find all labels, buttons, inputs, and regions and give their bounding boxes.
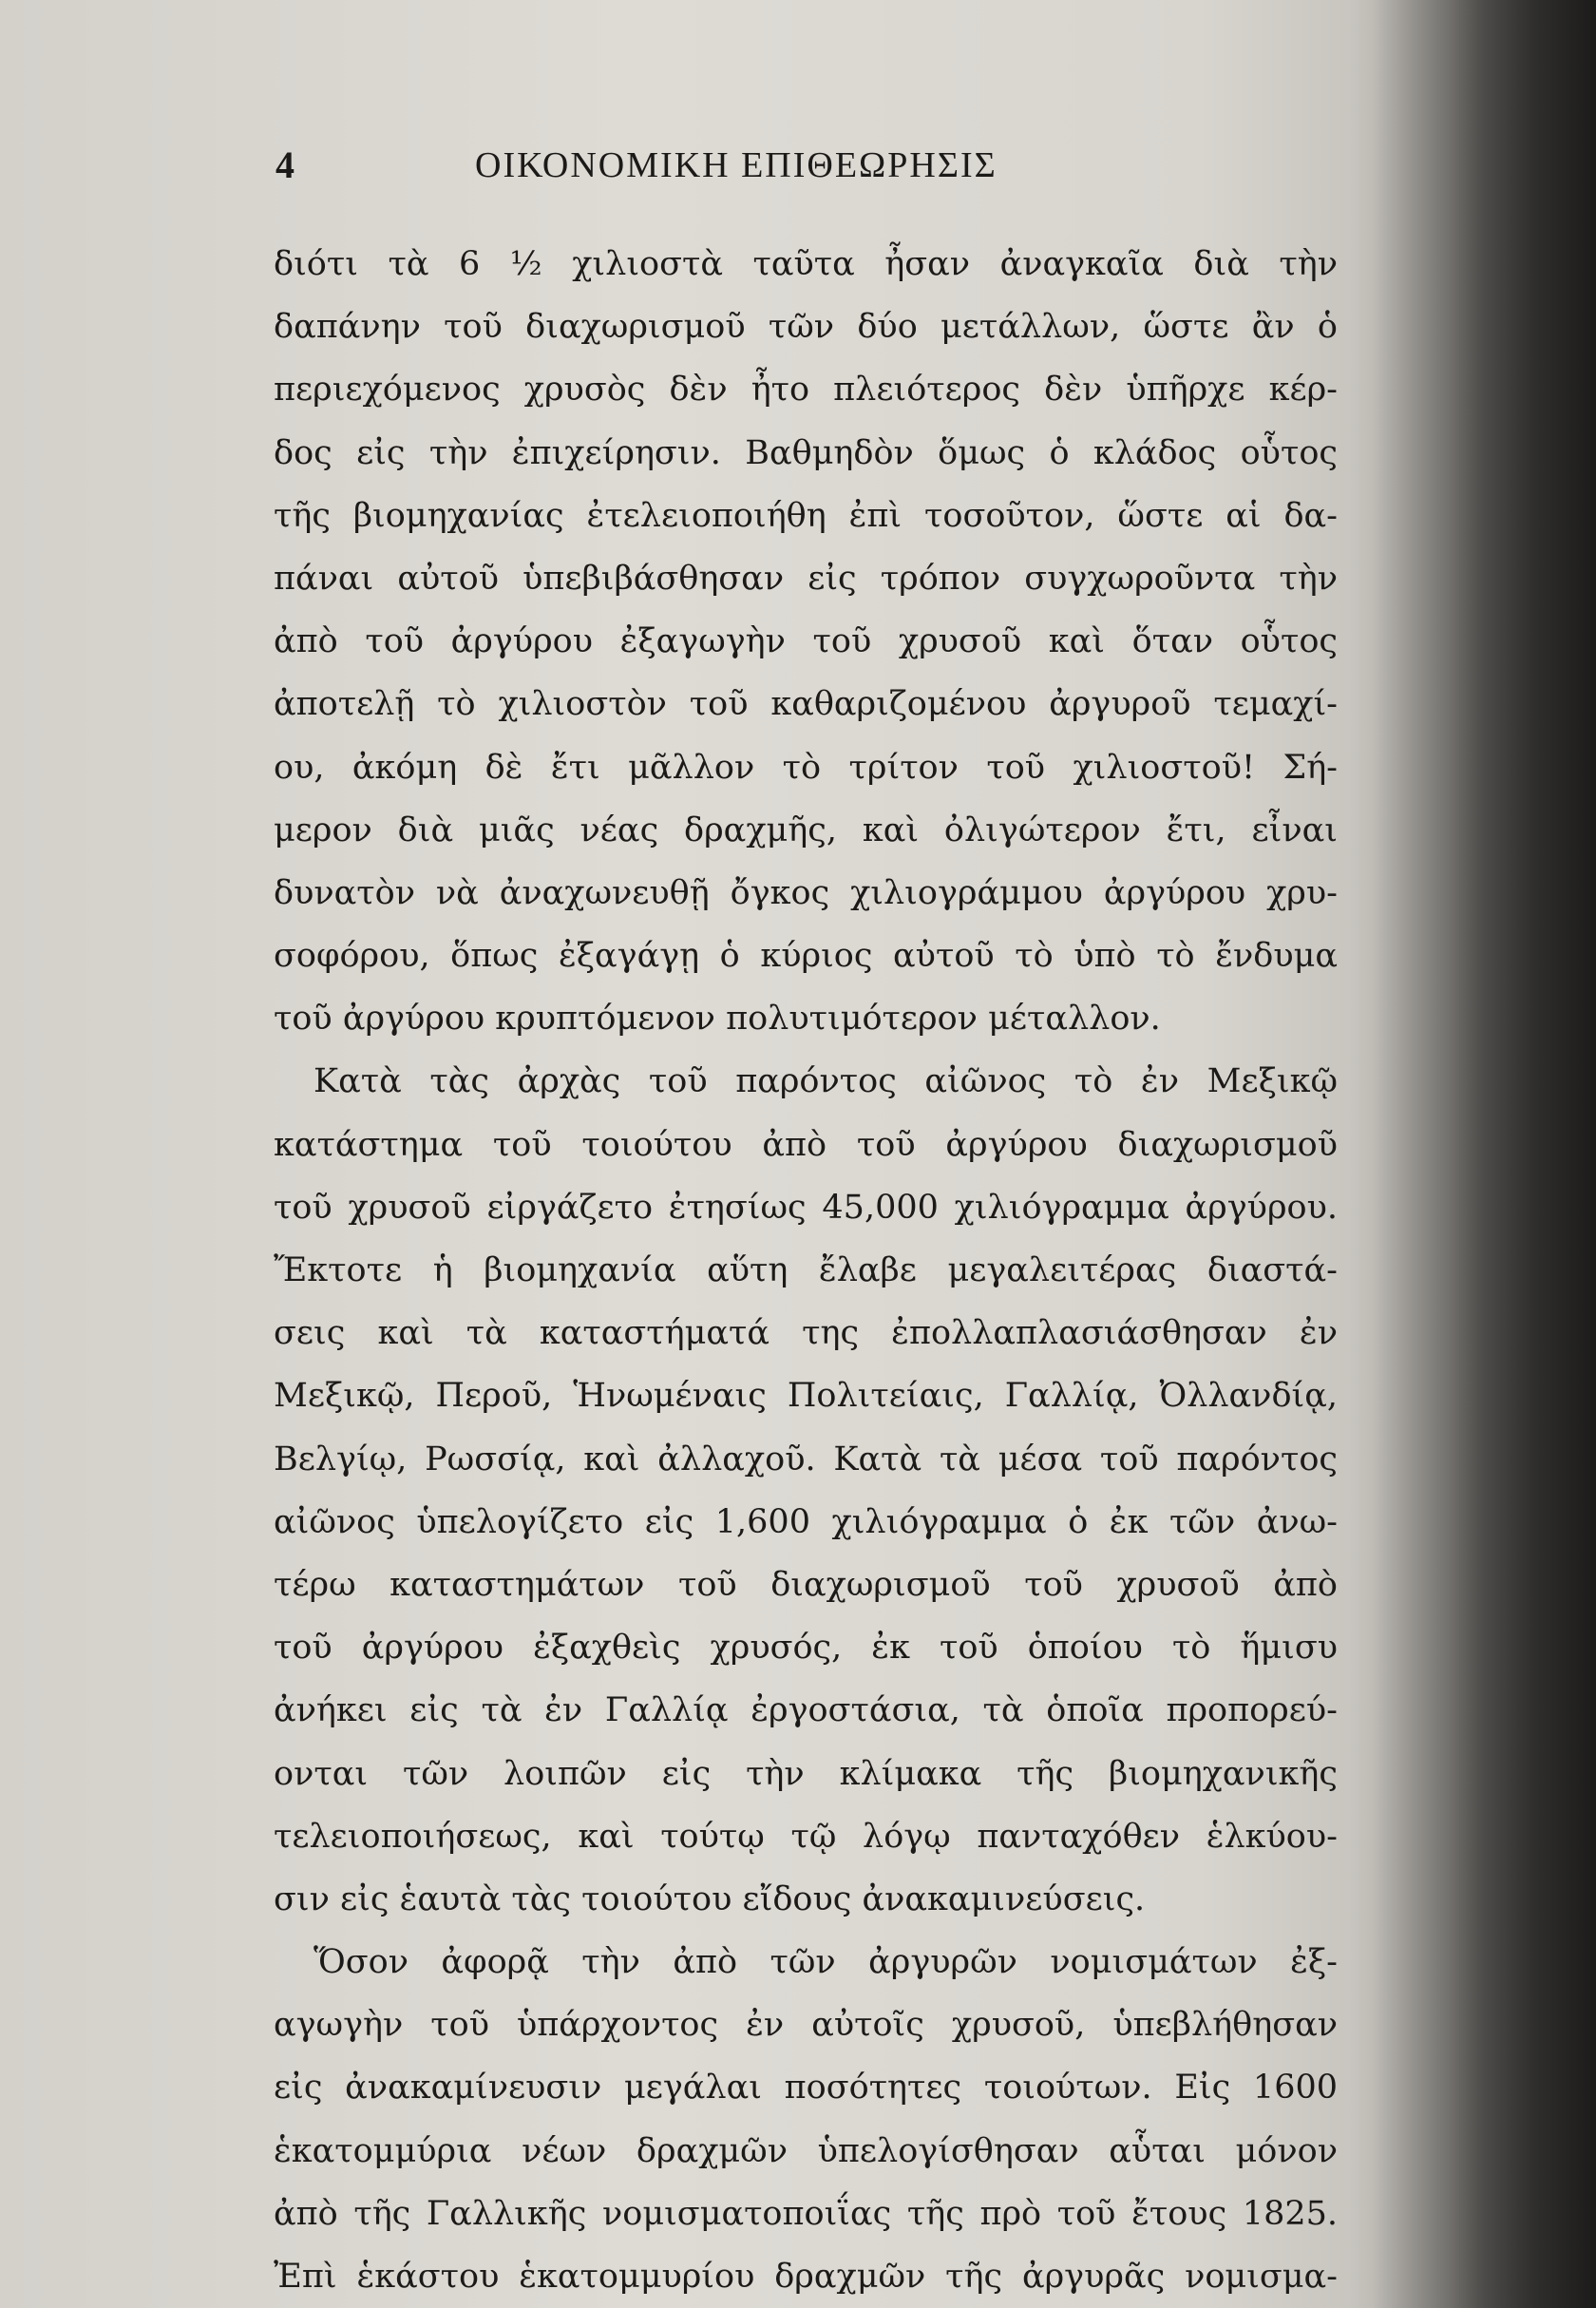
text-line: Κατὰ τὰς ἀρχὰς τοῦ παρόντος αἰῶνος τὸ ἐν Μεξικῷ [314, 1062, 1338, 1101]
text-line: δος εἰς τὴν ἐπιχείρησιν. Βαθμηδὸν ὅμως ὁ κλάδος οὗτος [274, 433, 1338, 472]
text-line: σιν εἰς ἑαυτὰ τὰς τοιούτου εἴδους ἀνακαμινεύσεις. [274, 1879, 1146, 1918]
text-line: ου, ἀκόμη δὲ ἔτι μᾶλλον τὸ τρίτον τοῦ χιλιοστοῦ! Σή- [274, 748, 1338, 787]
text-line: εἰς ἀνακαμίνευσιν μεγάλαι ποσότητες τοιούτων. Εἰς 1600 [274, 2069, 1338, 2108]
running-title: ΟΙΚΟΝΟΜΙΚΗ ΕΠΙΘΕΩΡΗΣΙΣ [475, 145, 998, 185]
text-line: ἀπὸ τοῦ ἀργύρου ἐξαγωγὴν τοῦ χρυσοῦ καὶ ὅταν οὗτος [274, 622, 1338, 661]
text-line: ἀνήκει εἰς τὰ ἐν Γαλλίᾳ ἐργοστάσια, τὰ ὁποῖα προπορεύ- [274, 1691, 1338, 1730]
body-text [274, 233, 1338, 2308]
text-line: τέρω καταστημάτων τοῦ διαχωρισμοῦ τοῦ χρυσοῦ ἀπὸ [274, 1565, 1338, 1604]
text-line: τοῦ χρυσοῦ εἰργάζετο ἐτησίως 45,000 χιλιόγραμμα ἀργύρου. [274, 1188, 1338, 1227]
text-line: πάναι αὐτοῦ ὑπεβιβάσθησαν εἰς τρόπον συγχωροῦντα τὴν [274, 559, 1338, 598]
text-line: ἑκατομμύρια νέων δραχμῶν ὑπελογίσθησαν αὗται μόνον [274, 2131, 1338, 2170]
text-line: τοῦ ἀργύρου ἐξαχθεὶς χρυσός, ἐκ τοῦ ὁποίου τὸ ἥμισυ [274, 1629, 1338, 1668]
text-line: Ἔκτοτε ἡ βιομηχανία αὕτη ἔλαβε μεγαλειτέρας διαστά- [274, 1251, 1338, 1289]
text-line: Ἐπὶ ἑκάστου ἑκατομμυρίου δραχμῶν τῆς ἀργυρᾶς νομισμα- [274, 2258, 1338, 2296]
text-line: μερον διὰ μιᾶς νέας δραχμῆς, καὶ ὀλιγώτερον ἔτι, εἶναι [274, 811, 1338, 849]
text-line: διότι τὰ 6 ½ χιλιοστὰ ταῦτα ἦσαν ἀναγκαῖα διὰ τὴν [274, 245, 1338, 283]
text-line: αγωγὴν τοῦ ὑπάρχοντος ἐν αὐτοῖς χρυσοῦ, ὑπεβλήθησαν [274, 2006, 1338, 2045]
text-line: δυνατὸν νὰ ἀναχωνευθῇ ὄγκος χιλιογράμμου ἀργύρου χρυ- [274, 873, 1338, 912]
text-line: τελειοποιήσεως, καὶ τούτῳ τῷ λόγῳ πανταχόθεν ἑλκύου- [274, 1817, 1338, 1856]
text-line: τῆς βιομηχανίας ἐτελειοποιήθη ἐπὶ τοσοῦτον, ὥστε αἱ δα- [274, 496, 1338, 535]
text-line: σοφόρου, ὅπως ἐξαγάγῃ ὁ κύριος αὐτοῦ τὸ ὑπὸ τὸ ἔνδυμα [274, 937, 1338, 976]
text-line: Βελγίῳ, Ρωσσίᾳ, καὶ ἀλλαχοῦ. Κατὰ τὰ μέσα τοῦ παρόντος [274, 1440, 1338, 1478]
text-line: περιεχόμενος χρυσὸς δὲν ἦτο πλειότερος δὲν ὑπῆρχε κέρ- [274, 371, 1338, 410]
text-line: ονται τῶν λοιπῶν εἰς τὴν κλίμακα τῆς βιομηχανικῆς [274, 1754, 1338, 1793]
text-line: δαπάνην τοῦ διαχωρισμοῦ τῶν δύο μετάλλων, ὥστε ἂν ὁ [274, 308, 1338, 347]
text-line: σεις καὶ τὰ καταστήματά της ἐπολλαπλασιάσθησαν ἐν [274, 1314, 1338, 1353]
text-line: ἀποτελῇ τὸ χιλιοστὸν τοῦ καθαριζομένου ἀργυροῦ τεμαχί- [274, 685, 1338, 724]
page-header [276, 143, 1340, 200]
text-line: αἰῶνος ὑπελογίζετο εἰς 1,600 χιλιόγραμμα ὁ ἐκ τῶν ἀνω- [274, 1502, 1338, 1541]
text-line: τοῦ ἀργύρου κρυπτόμενον πολυτιμότερον μέταλλον. [274, 1000, 1161, 1039]
text-line: κατάστημα τοῦ τοιούτου ἀπὸ τοῦ ἀργύρου διαχωρισμοῦ [274, 1125, 1338, 1164]
page-number: 4 [276, 143, 295, 186]
text-line: ἀπὸ τῆς Γαλλικῆς νομισματοποιΐας τῆς πρὸ τοῦ ἔτους 1825. [274, 2194, 1338, 2233]
binding-shadow [1349, 0, 1596, 2308]
text-line: Μεξικῷ, Περοῦ, Ἡνωμέναις Πολιτείαις, Γαλλίᾳ, Ὀλλανδίᾳ, [274, 1377, 1338, 1416]
text-line: Ὅσον ἀφορᾷ τὴν ἀπὸ τῶν ἀργυρῶν νομισμάτων ἐξ- [314, 1943, 1338, 1982]
